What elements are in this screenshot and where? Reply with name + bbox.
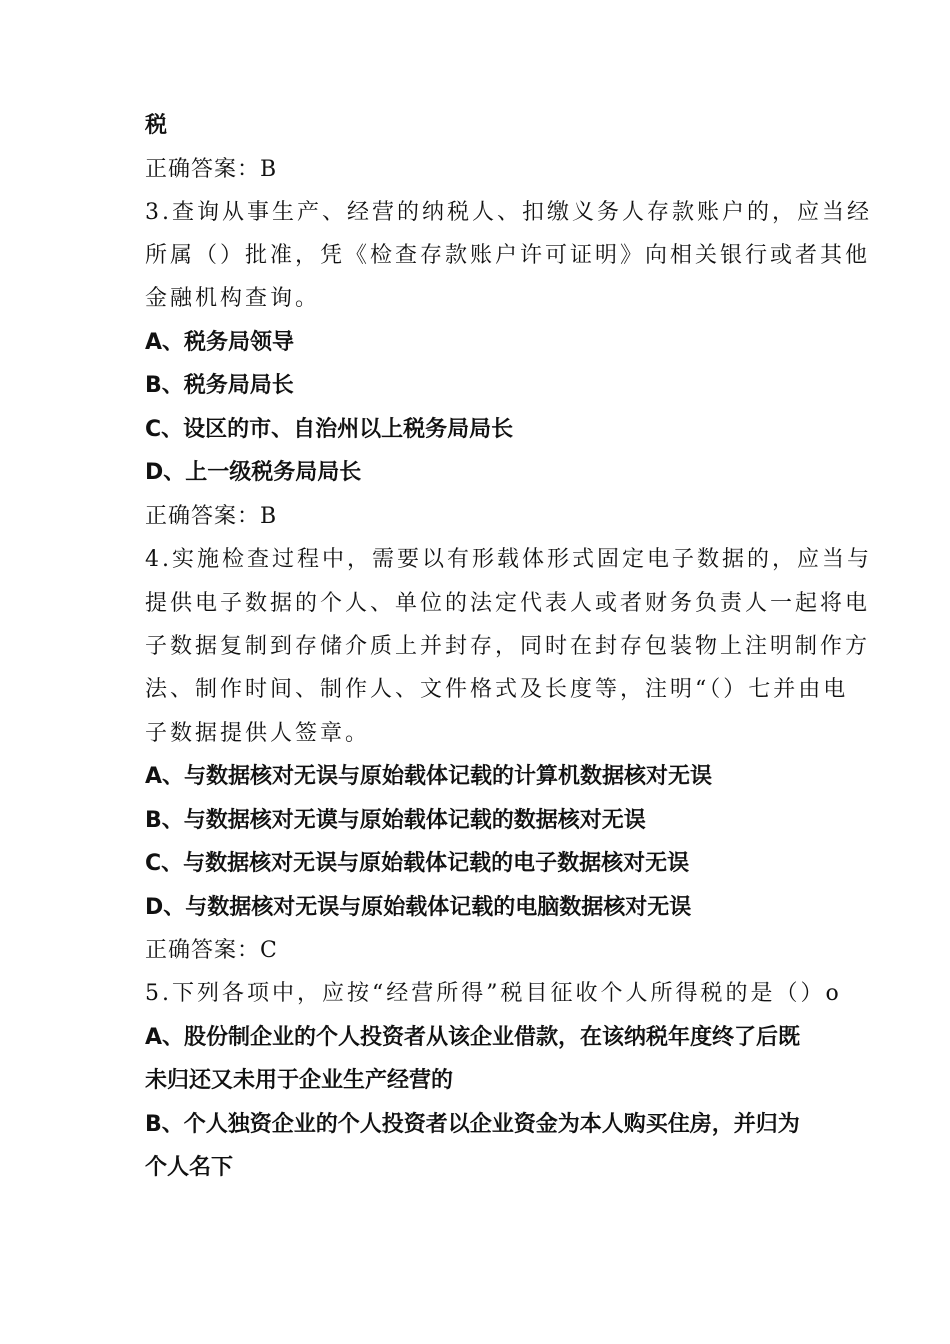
option-a: A、与数据核对无误与原始载体记载的计算机数据核对无误 bbox=[145, 764, 713, 789]
correct-answer: 正确答案：C bbox=[145, 938, 278, 963]
option-b-continued: 个人名下 bbox=[145, 1155, 234, 1180]
option-a: A、股份制企业的个人投资者从该企业借款，在该纳税年度终了后既 bbox=[145, 1025, 801, 1050]
option-b: B、个人独资企业的个人投资者以企业资金为本人购买住房，并归为 bbox=[145, 1112, 800, 1137]
question-text: 5.下列各项中，应按“经营所得”税目征收个人所得税的是（）o bbox=[145, 981, 842, 1006]
question-text: 提供电子数据的个人、单位的法定代表人或者财务负责人一起将电 bbox=[145, 591, 871, 616]
option-b: B、税务局局长 bbox=[145, 373, 294, 398]
question-text: 子数据复制到存储介质上并封存，同时在封存包装物上注明制作方 bbox=[145, 634, 871, 659]
question-text: 3.查询从事生产、经营的纳税人、扣缴义务人存款账户的，应当经 bbox=[145, 200, 872, 225]
question-text: 金融机构查询。 bbox=[145, 286, 321, 311]
option-d: D、与数据核对无误与原始载体记载的电脑数据核对无误 bbox=[145, 895, 692, 920]
option-d: D、上一级税务局局长 bbox=[145, 460, 362, 485]
question-text: 4.实施检查过程中，需要以有形载体形式固定电子数据的，应当与 bbox=[145, 547, 872, 572]
option-a-continued: 未归还又未用于企业生产经营的 bbox=[145, 1068, 454, 1093]
text-line: 税 bbox=[145, 113, 168, 138]
option-c: C、与数据核对无误与原始载体记载的电子数据核对无误 bbox=[145, 851, 690, 876]
correct-answer: 正确答案：B bbox=[145, 504, 278, 529]
question-text: 子数据提供人签章。 bbox=[145, 721, 371, 746]
question-text: 法、制作时间、制作人、文件格式及长度等，注明“（）七并由电 bbox=[145, 677, 849, 702]
option-a: A、税务局领导 bbox=[145, 330, 295, 355]
correct-answer: 正确答案：B bbox=[145, 157, 278, 182]
question-text: 所属（）批准，凭《检查存款账户许可证明》向相关银行或者其他 bbox=[145, 243, 871, 268]
option-c: C、设区的市、自治州以上税务局局长 bbox=[145, 417, 514, 442]
option-b: B、与数据核对无谟与原始载体记载的数据核对无误 bbox=[145, 808, 646, 833]
